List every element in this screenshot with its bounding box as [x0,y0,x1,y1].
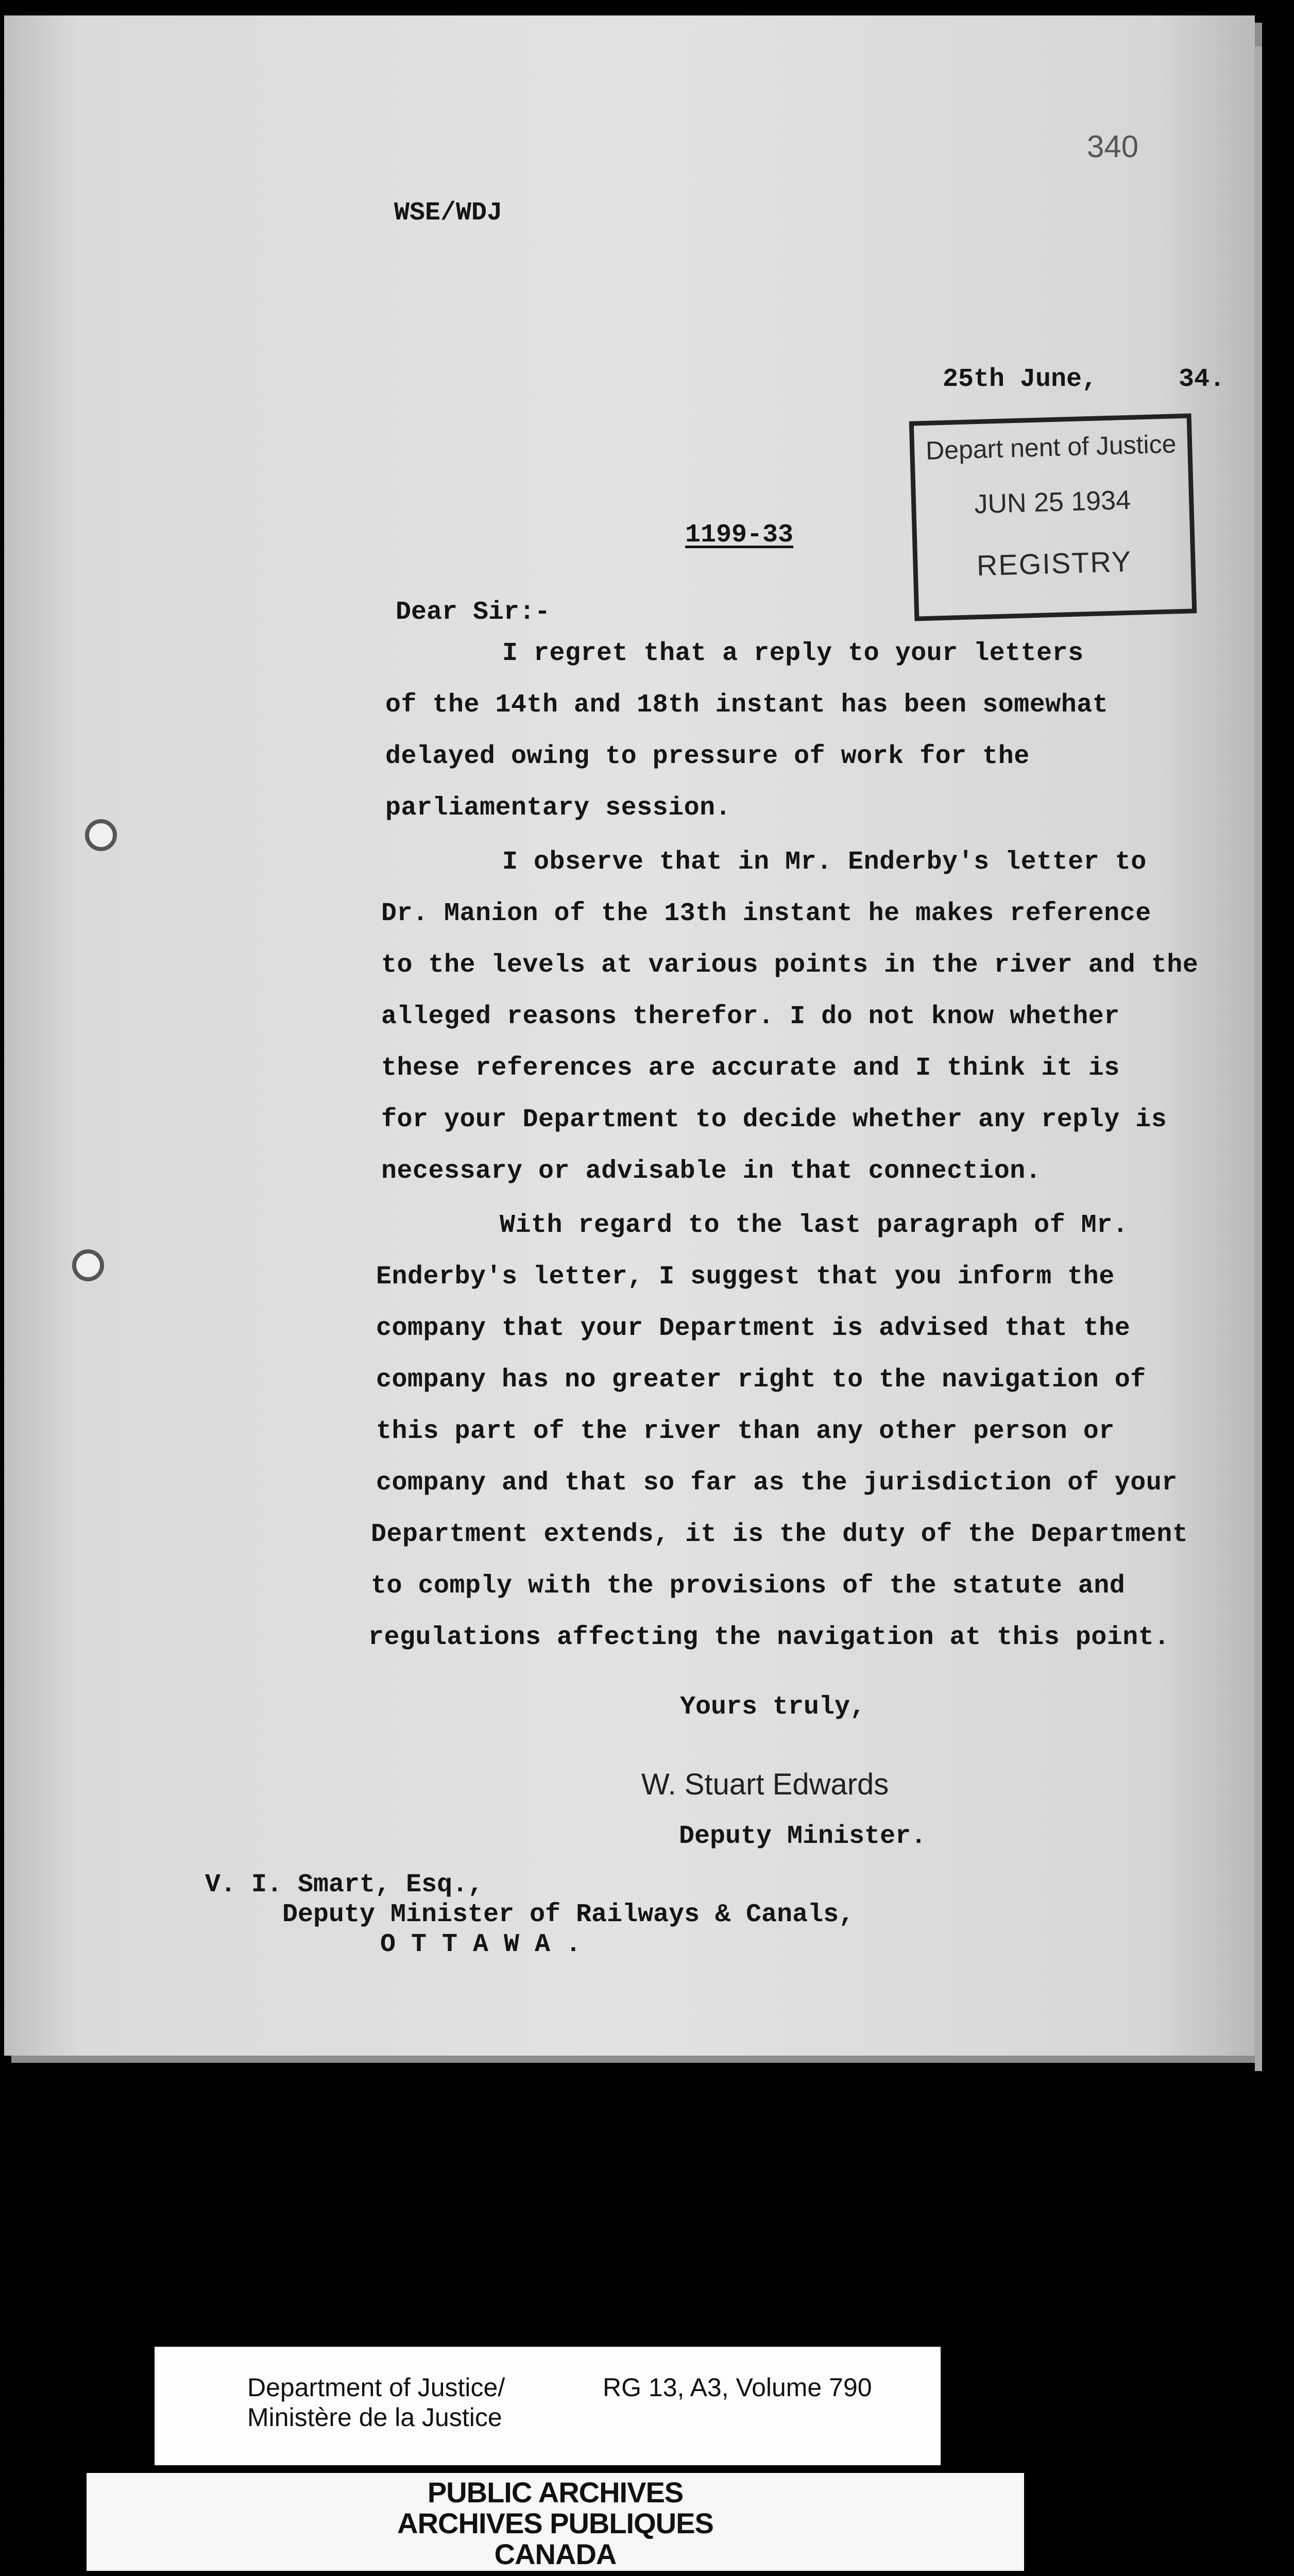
salutation: Dear Sir:- [396,598,551,627]
stamp-date: JUN 25 1934 [974,485,1131,520]
body-line: I observe that in Mr. Enderby's letter to [502,848,1147,877]
addressee-title: Deputy Minister of Railways & Canals, [282,1900,855,1929]
body-line: necessary or advisable in that connection. [381,1157,1042,1186]
reference-initials: WSE/WDJ [394,198,503,228]
page-edge [1255,46,1262,2071]
signature-title: Deputy Minister. [679,1822,927,1851]
body-line: company and that so far as the jurisdiction of your [376,1468,1178,1498]
body-line: parliamentary session. [385,793,731,823]
body-line: I regret that a reply to your letters [502,639,1084,668]
public-archives-label: PUBLIC ARCHIVES ARCHIVES PUBLIQUES CANADA [87,2473,1024,2571]
body-line: Enderby's letter, I suggest that you inform the [376,1262,1115,1292]
body-line: alleged reasons therefor. I do not know whether [381,1002,1120,1031]
body-line: With regard to the last paragraph of Mr. [500,1211,1129,1240]
closing: Yours truly, [680,1692,866,1722]
body-line: delayed owing to pressure of work for the [385,742,1030,771]
stamp-registry: REGISTRY [976,545,1132,582]
archive-reference-label [155,2347,941,2465]
date-year: 34. [1179,365,1225,394]
body-line: of the 14th and 18th instant has been somewhat [385,690,1109,720]
stamp-department: Depart nent of Justice [925,429,1177,465]
body-line: to the levels at various points in the river and the [381,951,1199,980]
body-line: company that your Department is advised that the [376,1314,1131,1343]
body-line: Department extends, it is the duty of the Department [371,1520,1188,1549]
body-line: for your Department to decide whether any reply is [381,1105,1167,1134]
body-line: Dr. Manion of the 13th instant he makes reference [381,899,1151,928]
page-number: 340 [1087,129,1139,164]
department-name: Department of Justice/ Ministère de la Justice [247,2373,505,2432]
signature: W. Stuart Edwards [641,1768,889,1801]
body-line: company has no greater right to the navigation of [376,1365,1146,1395]
addressee-city: O T T A W A . [380,1930,582,1959]
letter-page [4,15,1255,2056]
punch-hole [85,819,117,851]
addressee-name: V. I. Smart, Esq., [205,1870,484,1900]
date-day-month: 25th June, [943,365,1098,394]
body-line: to comply with the provisions of the statute and [371,1571,1126,1601]
archive-reference: RG 13, A3, Volume 790 [603,2373,872,2402]
body-line: this part of the river than any other person or [376,1417,1115,1446]
file-number: 1199-33 [685,520,794,550]
registry-stamp [909,413,1197,621]
body-line: these references are accurate and I think it is [381,1054,1120,1083]
body-line: regulations affecting the navigation at this point. [368,1623,1170,1652]
punch-hole [72,1249,104,1281]
